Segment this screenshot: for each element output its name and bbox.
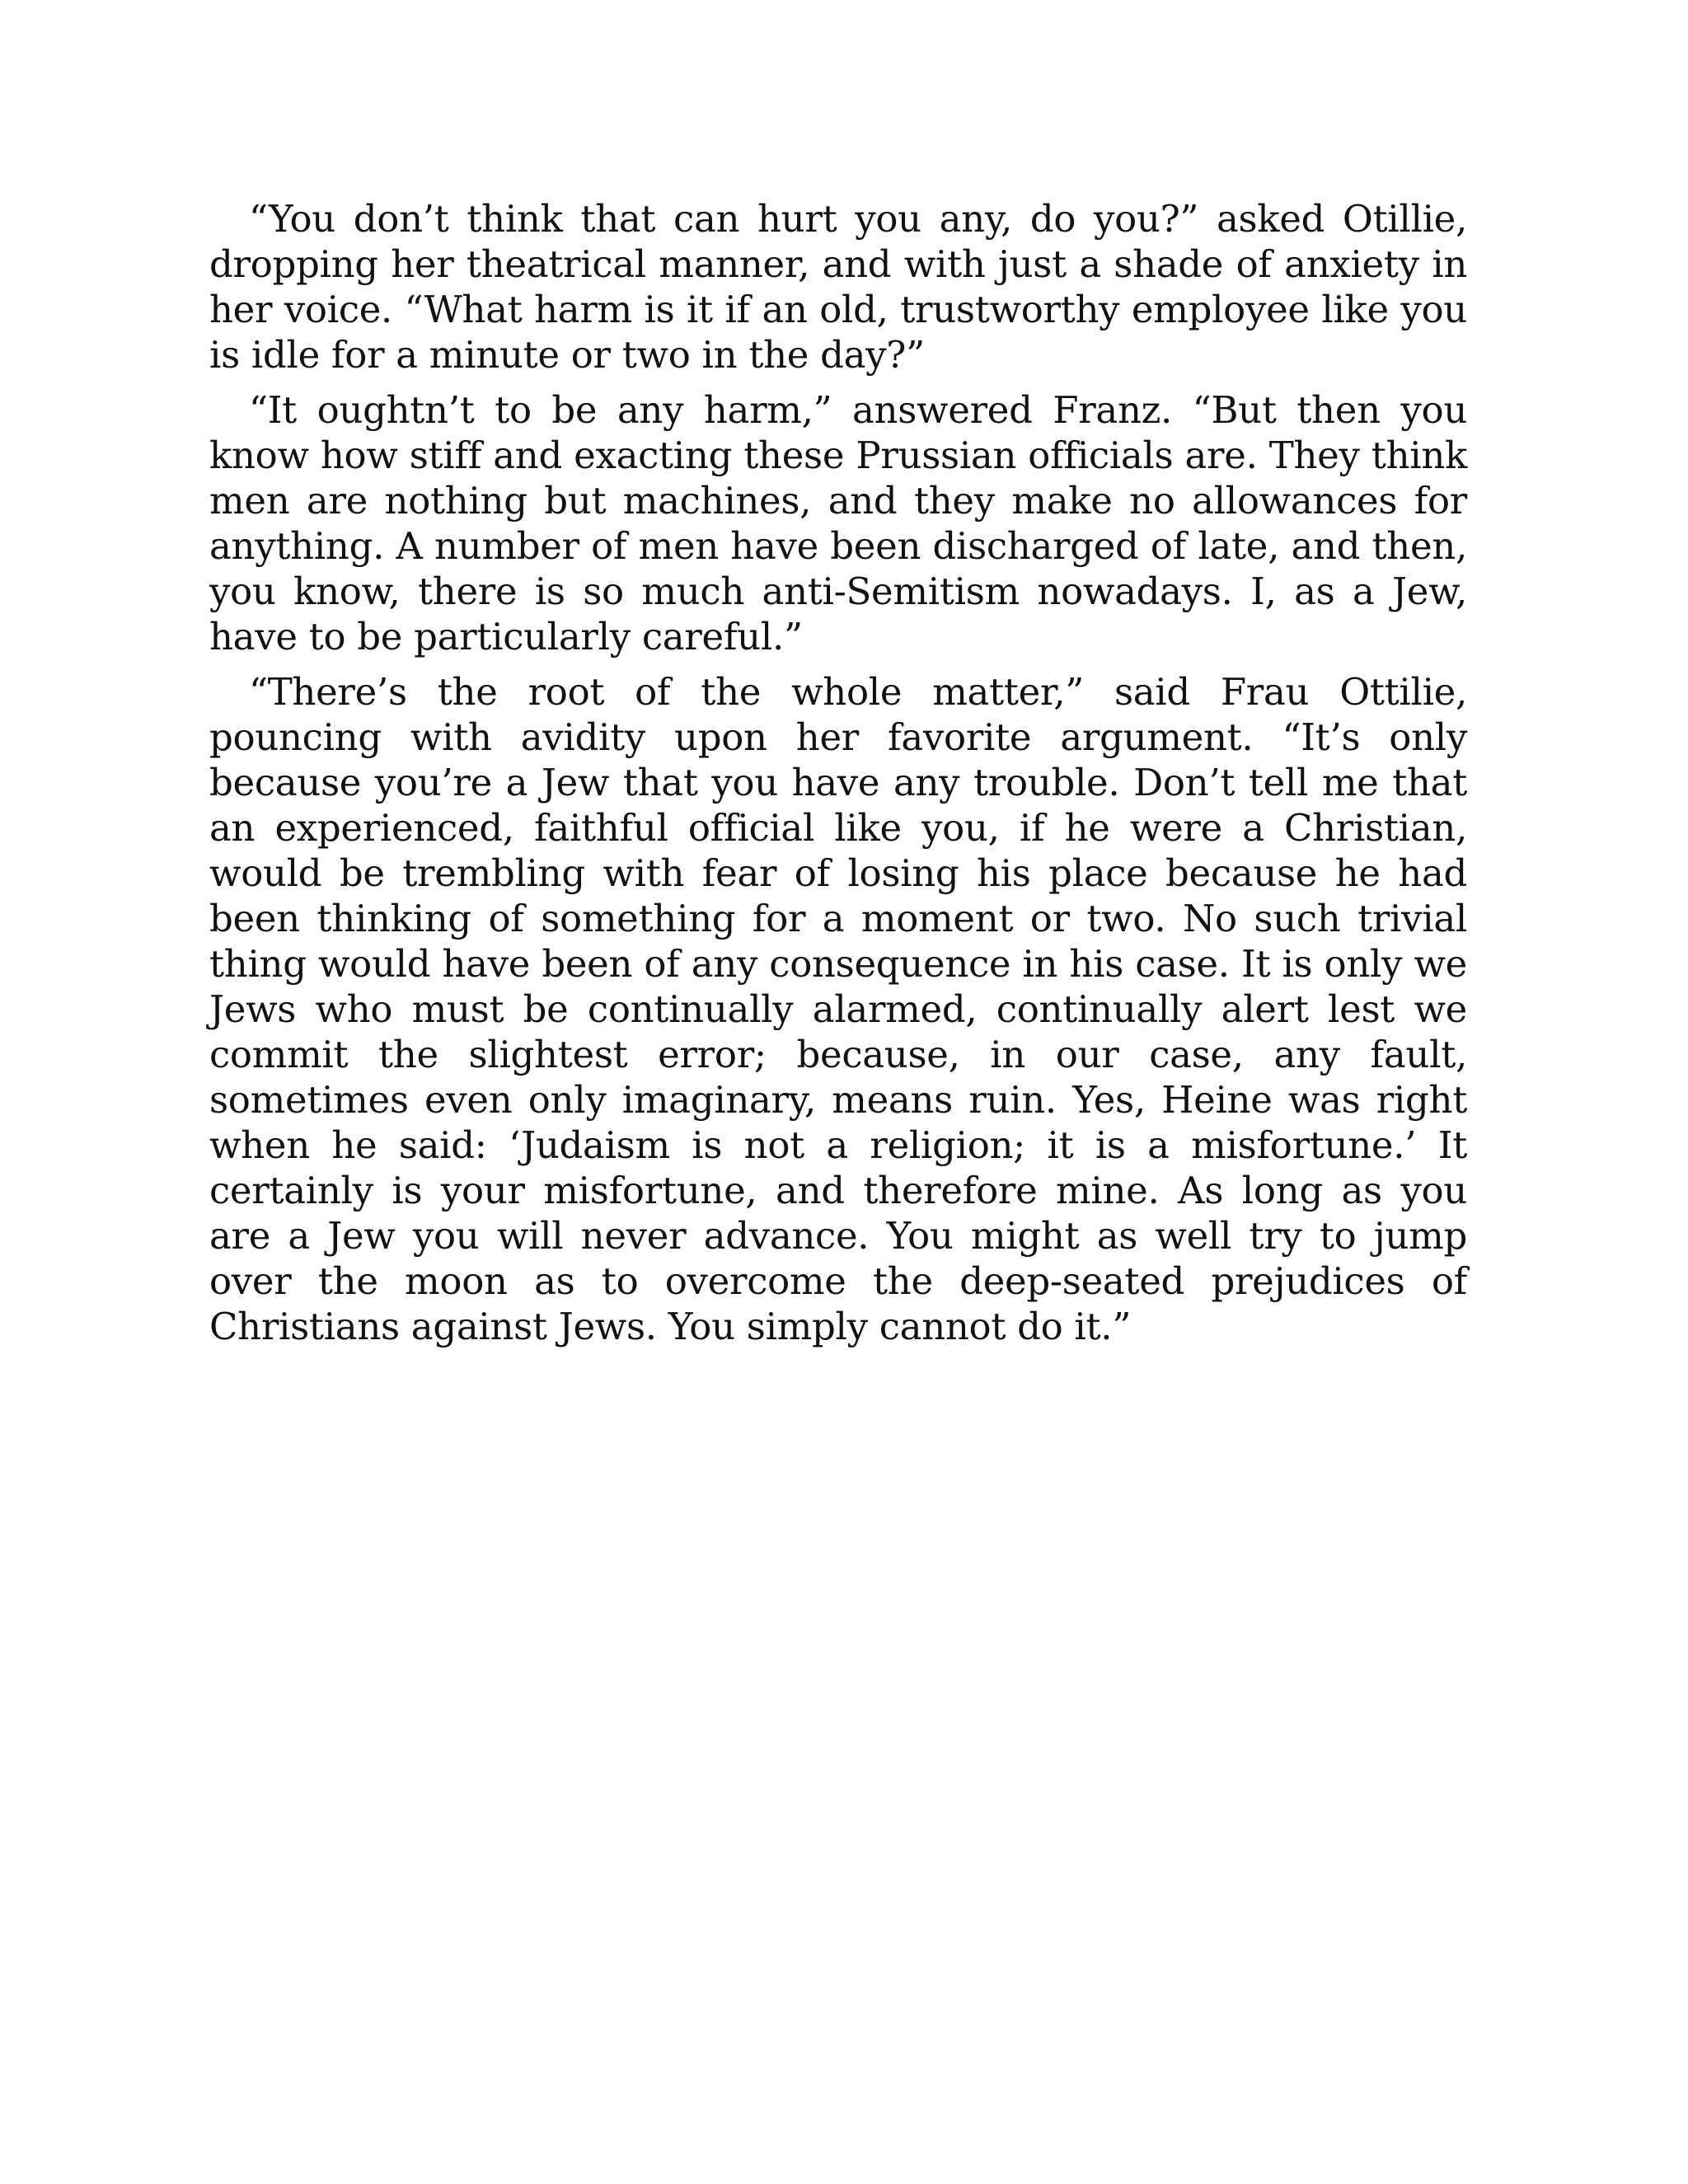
paragraph-ottilie-argument: “There’s the root of the whole matter,” said Frau Ottilie, pouncing with avidity upon her favorite argument. “It’s only because you’re a Jew that you have any trouble. Don’t tell me that an experienced, faithful official like you, if he were a Christian, would be trembling with fear of losing his place because he had been thinking of something for a moment or two. No such trivial thing would have been of any consequence in his case. It is only we Jews who must be continually alarmed, continually alert lest we commit the slightest error; because, in our case, any fault, sometimes even only imaginary, means ruin. Yes, Heine was right when he said: ‘Judaism is not a religion; it is a misfortune.’ It certainly is your misfortune, and therefore mine. As long as you are a Jew you will never advance. You might as well try to jump over the moon as to overcome the deep-seated prejudices of Christians against Jews. You simply cannot do it.” xyxy=(209,670,1467,1348)
paragraph-franz-reply: “It oughtn’t to be any harm,” answered Franz. “But then you know how stiff and exacting these Prussian officials are. They think men are nothing but machines, and they make no allowances for anything. A number of men have been discharged of late, and then, you know, there is so much anti-Semitism nowadays. I, as a Jew, have to be particularly careful.” xyxy=(209,388,1467,658)
paragraph-otillie-question: “You don’t think that can hurt you any, do you?” asked Otillie, dropping her theatrical manner, and with just a shade of anxiety in her voice. “What harm is it if an old, trustworthy employee like you is idle for a minute or two in the day?” xyxy=(209,197,1467,377)
body-text xyxy=(209,196,1467,1359)
